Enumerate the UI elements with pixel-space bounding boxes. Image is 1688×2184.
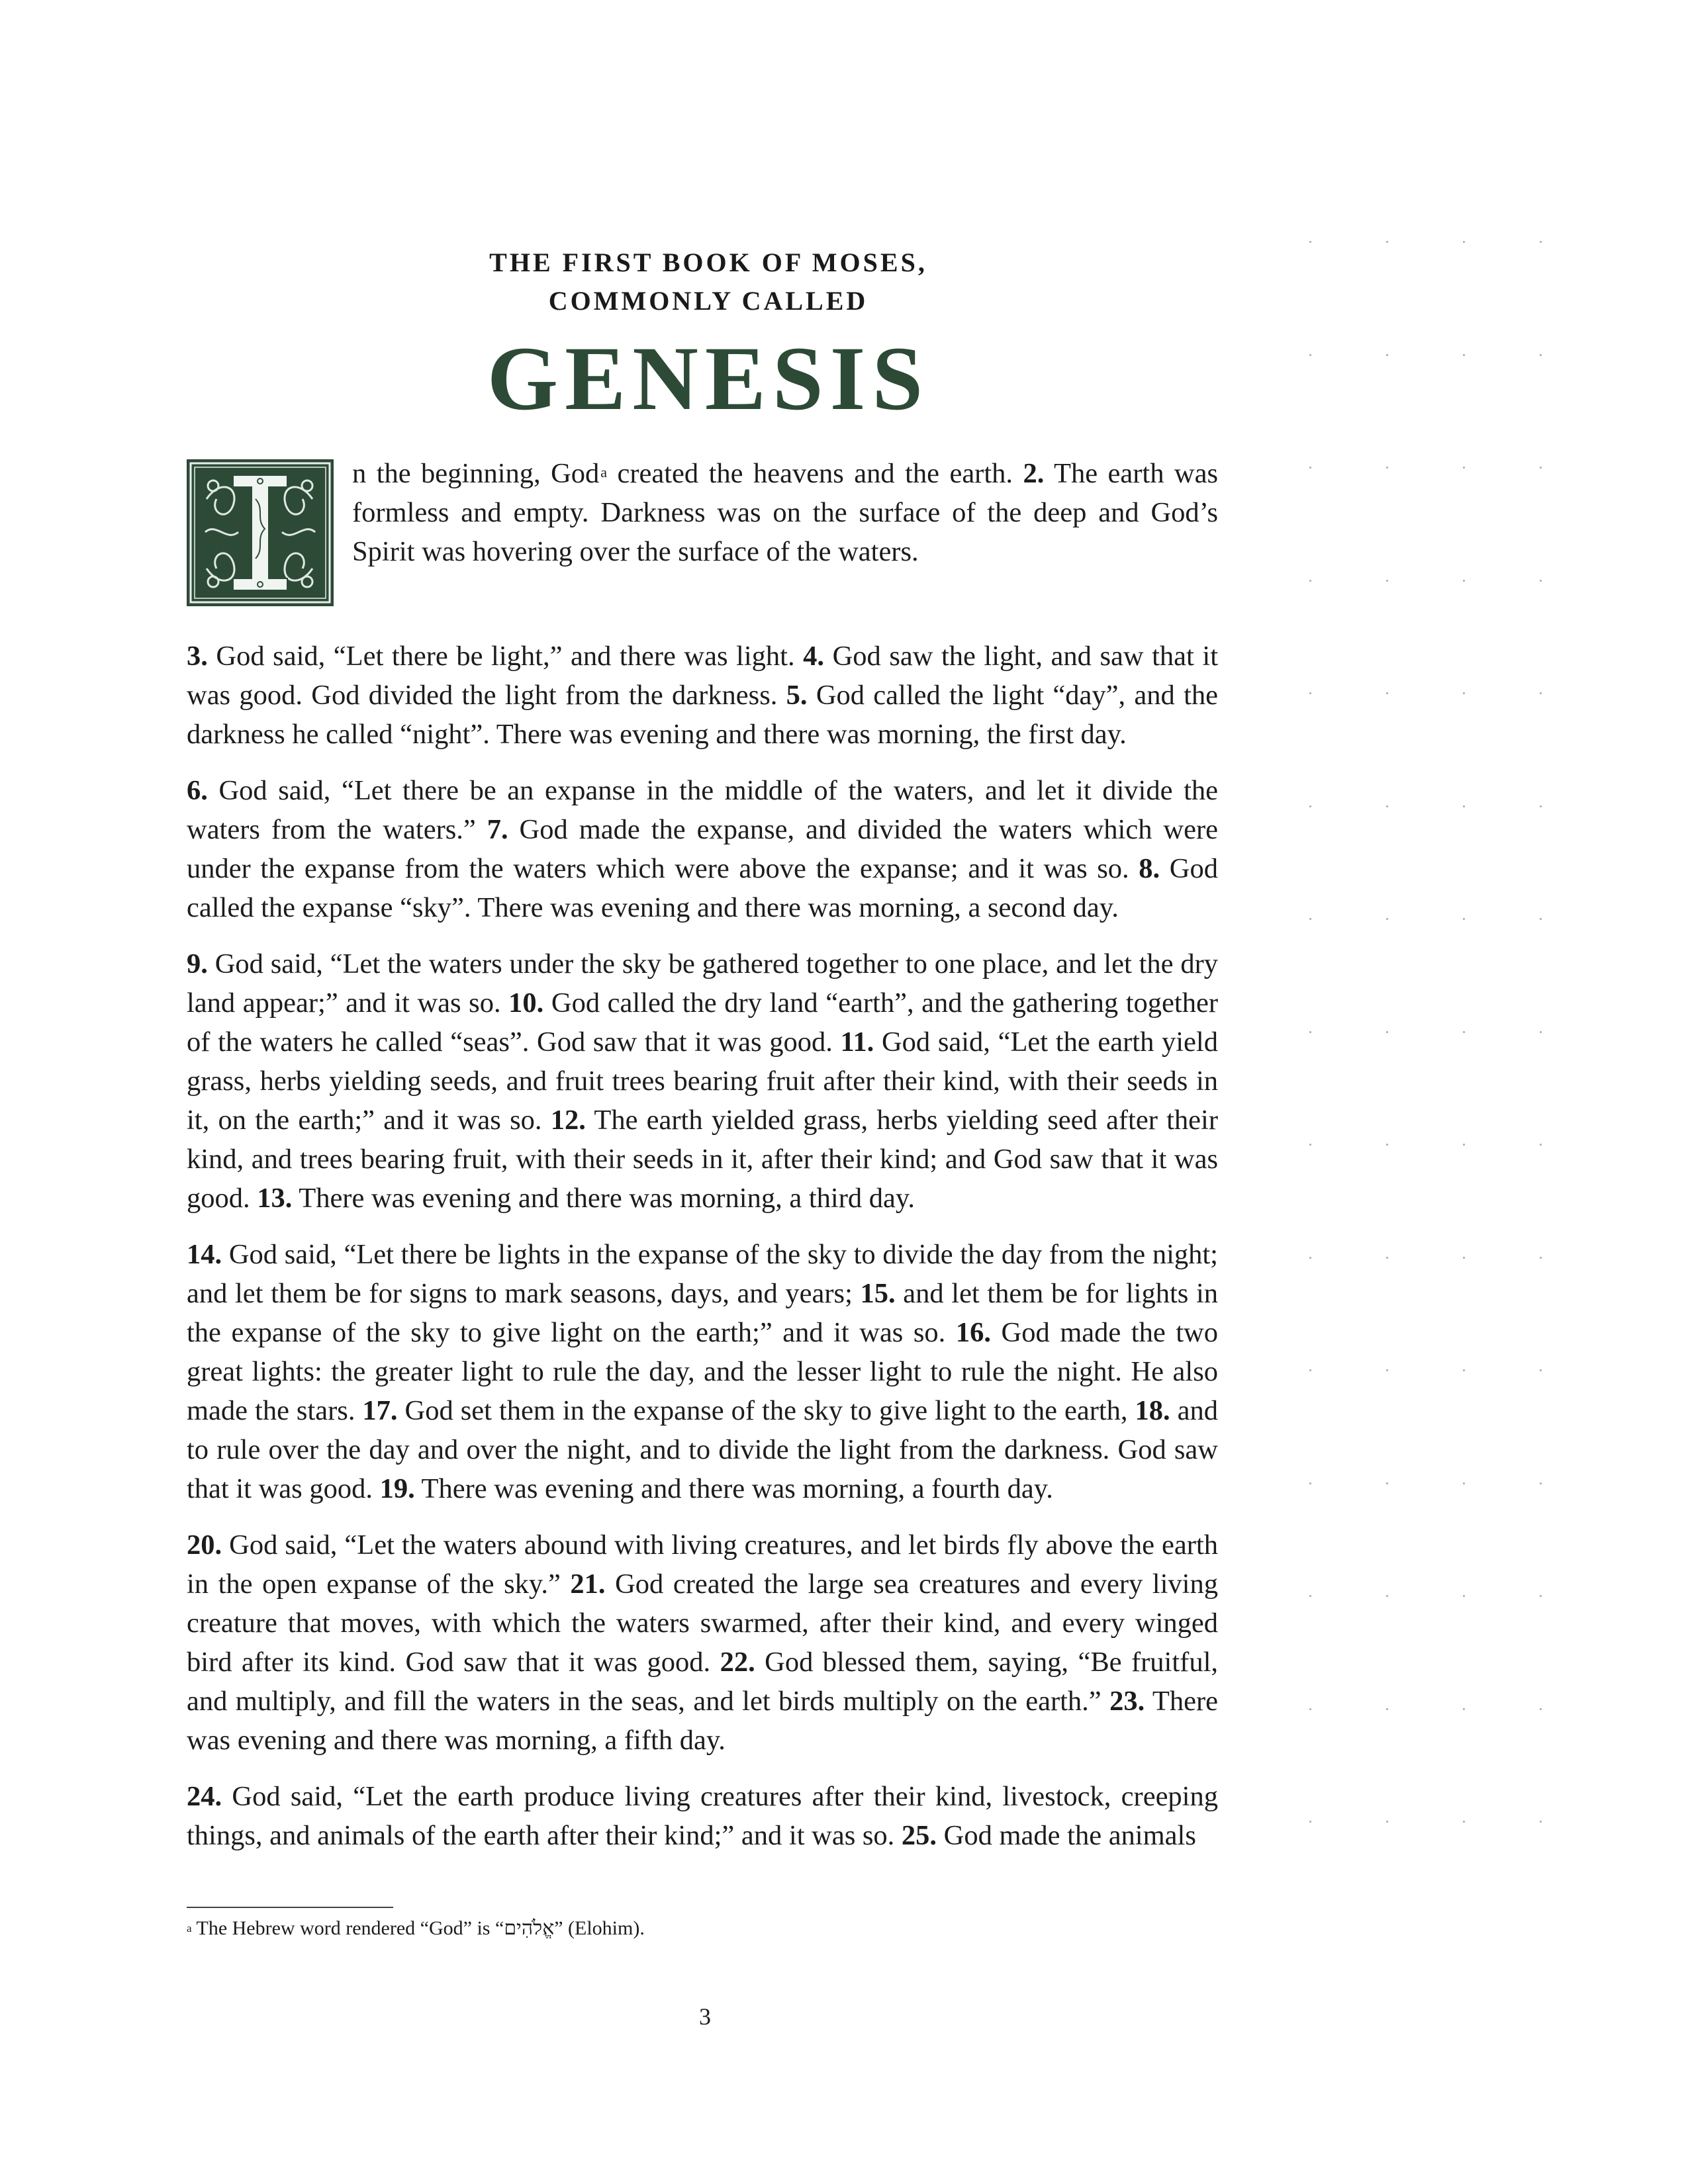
margin-dot	[1386, 692, 1388, 694]
margin-dot	[1540, 692, 1542, 694]
margin-dot	[1540, 1595, 1542, 1597]
margin-dot	[1309, 354, 1311, 356]
verse-text: God created the large sea creatures and every living creature that moves, with which the waters swarmed, after their kind, and every winged bird after its kind. God saw that it was good.	[187, 1569, 1218, 1678]
verse-text: God said, “Let the waters under the sky be gathered together to one place, and let the dry land appear;” and it was so.	[187, 948, 1218, 1019]
footnote-marker[interactable]: a	[600, 464, 608, 480]
verse-number: 11.	[840, 1026, 874, 1058]
verse-text: God said, “Let there be light,” and there was light.	[207, 641, 804, 672]
verse-number: 25.	[901, 1820, 937, 1851]
verse-number: 9.	[187, 948, 208, 979]
margin-dot	[1309, 580, 1311, 582]
margin-dot	[1540, 580, 1542, 582]
footnote-label: a	[187, 1922, 192, 1934]
margin-dot	[1540, 467, 1542, 469]
paragraph-4	[187, 944, 1218, 1218]
verse-text: God made the animals	[937, 1820, 1196, 1851]
margin-dot	[1309, 918, 1311, 920]
margin-dot	[1386, 1369, 1388, 1371]
margin-dot	[1463, 692, 1465, 694]
margin-dot	[1540, 918, 1542, 920]
verse-text: There was evening and there was morning, a fifth day.	[187, 1686, 1218, 1756]
verse-text: The earth was formless and empty. Darkness was on the surface of the deep and God’s Spirit was hovering over the surface of the waters.	[352, 458, 1219, 567]
page-number: 3	[699, 2003, 711, 2030]
margin-dot	[1386, 1708, 1388, 1710]
verse-number: 19.	[379, 1473, 415, 1504]
margin-dot	[1540, 1031, 1542, 1033]
margin-dot	[1309, 467, 1311, 469]
verse-number: 14.	[187, 1239, 222, 1270]
verse-1-text: n the beginning, God	[352, 458, 600, 489]
margin-dot	[1386, 1821, 1388, 1823]
footnote	[187, 1915, 1218, 1942]
verse-number: 17.	[362, 1395, 398, 1426]
book-main-title: GENESIS	[487, 328, 930, 429]
margin-dot	[1540, 805, 1542, 807]
verse-1-text-cont: created the heavens and the earth.	[607, 458, 1023, 489]
margin-dot	[1309, 1257, 1311, 1259]
verse-number: 7.	[487, 814, 508, 845]
paragraph-7	[187, 1777, 1218, 1855]
margin-dot	[1540, 354, 1542, 356]
margin-dot	[1463, 1369, 1465, 1371]
margin-dot	[1309, 1031, 1311, 1033]
paragraph-1	[187, 454, 1218, 619]
margin-dot	[1463, 805, 1465, 807]
margin-dot	[1309, 1144, 1311, 1146]
verse-text: The earth yielded grass, herbs yielding seed after their kind, and trees bearing fruit, with their seeds in it, after their kind; and God saw that it was good.	[187, 1105, 1218, 1214]
verse-number: 24.	[187, 1781, 222, 1812]
verse-number: 23.	[1109, 1686, 1145, 1717]
margin-dot	[1386, 918, 1388, 920]
margin-dot	[1463, 1257, 1465, 1259]
margin-dot	[1386, 1482, 1388, 1484]
verse-number: 16.	[955, 1317, 991, 1348]
margin-dot	[1463, 1031, 1465, 1033]
margin-dot	[1309, 1821, 1311, 1823]
margin-dot	[1309, 692, 1311, 694]
margin-dot	[1540, 1482, 1542, 1484]
margin-dot	[1309, 1595, 1311, 1597]
verse-number: 4.	[803, 641, 825, 672]
paragraph-3	[187, 771, 1218, 927]
verse-number: 2.	[1023, 458, 1045, 489]
verse-text: God said, “Let the earth yield grass, herbs yielding seeds, and fruit trees bearing fruit after their kind, with their seeds in it, on the earth;” and it was so.	[187, 1026, 1218, 1136]
verse-text: God saw the light, and saw that it was good. God divided the light from the darkness.	[187, 641, 1218, 711]
verse-number: 22.	[720, 1647, 755, 1678]
scripture-text	[187, 454, 1218, 1872]
verse-number: 8.	[1139, 853, 1160, 884]
margin-dot	[1463, 1482, 1465, 1484]
margin-dot	[1463, 467, 1465, 469]
verse-number: 6.	[187, 775, 208, 806]
verse-number: 13.	[257, 1183, 293, 1214]
verse-number: 18.	[1135, 1395, 1170, 1426]
verse-number: 15.	[860, 1278, 896, 1309]
paragraph-6	[187, 1525, 1218, 1760]
verse-text: God set them in the expanse of the sky to give light to the earth,	[397, 1395, 1135, 1426]
chapter-header	[185, 244, 1231, 429]
margin-dot	[1463, 354, 1465, 356]
margin-dot	[1386, 1595, 1388, 1597]
book-title-line-2: COMMONLY CALLED	[548, 286, 868, 316]
margin-dot	[1386, 241, 1388, 243]
margin-dot	[1463, 1595, 1465, 1597]
verse-number: 5.	[786, 680, 808, 711]
verse-text: God said, “Let the waters abound with living creatures, and let birds fly above the earth in the open expanse of the sky.”	[187, 1529, 1218, 1600]
verse-text: God said, “Let the earth produce living creatures after their kind, livestock, creeping things, and animals of the earth after their kind;” and it was so.	[187, 1781, 1218, 1851]
margin-dot	[1386, 1144, 1388, 1146]
verse-text: God said, “Let there be lights in the expanse of the sky to divide the day from the night; and let them be for signs to mark seasons, days, and years;	[187, 1239, 1218, 1309]
verse-text: God made the expanse, and divided the waters which were under the expanse from the waters which were above the expanse; and it was so.	[187, 814, 1218, 884]
margin-dot	[1386, 1031, 1388, 1033]
margin-dot	[1463, 1708, 1465, 1710]
margin-dot	[1309, 1369, 1311, 1371]
verse-number: 3.	[187, 641, 208, 672]
verse-text: God made the two great lights: the greater light to rule the day, and the lesser light to rule the night. He also made the stars.	[187, 1317, 1218, 1426]
margin-dot	[1540, 1257, 1542, 1259]
paragraph-5	[187, 1235, 1218, 1508]
footnote-text: The Hebrew word rendered “God” is “אֱלֹהִים” (Elohim).	[191, 1917, 645, 1939]
verse-text: God blessed them, saying, “Be fruitful, and multiply, and fill the waters in the seas, and let birds multiply on the earth.”	[187, 1647, 1219, 1717]
verse-number: 12.	[550, 1105, 586, 1136]
margin-dot	[1386, 354, 1388, 356]
margin-dot	[1463, 1144, 1465, 1146]
margin-dot	[1463, 1821, 1465, 1823]
margin-dot	[1463, 580, 1465, 582]
margin-dot	[1309, 1482, 1311, 1484]
margin-dot	[1540, 241, 1542, 243]
margin-dot	[1540, 1821, 1542, 1823]
paragraph-2	[187, 637, 1218, 754]
verse-text: and to rule over the day and over the night, and to divide the light from the darkness. God saw that it was good.	[187, 1395, 1218, 1504]
margin-dot	[1386, 580, 1388, 582]
margin-dot	[1386, 805, 1388, 807]
margin-dot	[1540, 1144, 1542, 1146]
verse-text: There was evening and there was morning, a third day.	[292, 1183, 915, 1214]
margin-dot	[1309, 241, 1311, 243]
margin-dot	[1540, 1369, 1542, 1371]
margin-dot	[1463, 918, 1465, 920]
verse-text: and let them be for lights in the expanse of the sky to give light on the earth;” and it was so.	[187, 1278, 1218, 1348]
margin-dot	[1463, 241, 1465, 243]
margin-dot	[1309, 1708, 1311, 1710]
verse-number: 10.	[508, 987, 544, 1019]
verse-text: God called the light “day”, and the darkness he called “night”. There was evening and there was morning, the first day.	[187, 680, 1219, 750]
book-title-line-1: THE FIRST BOOK OF MOSES,	[489, 248, 927, 277]
margin-dot	[1386, 1257, 1388, 1259]
verse-text: God said, “Let there be an expanse in the middle of the waters, and let it divide the waters from the waters.”	[187, 775, 1218, 845]
verse-number: 20.	[187, 1529, 222, 1561]
footnote-divider	[187, 1907, 393, 1908]
verse-text: God called the dry land “earth”, and the gathering together of the waters he called “seas”. God saw that it was good.	[187, 987, 1218, 1058]
margin-dot	[1309, 805, 1311, 807]
margin-dot	[1386, 467, 1388, 469]
verse-text: God called the expanse “sky”. There was evening and there was morning, a second day.	[187, 853, 1218, 923]
margin-dot	[1540, 1708, 1542, 1710]
ornamental-dropcap-icon	[187, 459, 334, 606]
verse-text: There was evening and there was morning, a fourth day.	[414, 1473, 1053, 1504]
verse-number: 21.	[570, 1569, 606, 1600]
